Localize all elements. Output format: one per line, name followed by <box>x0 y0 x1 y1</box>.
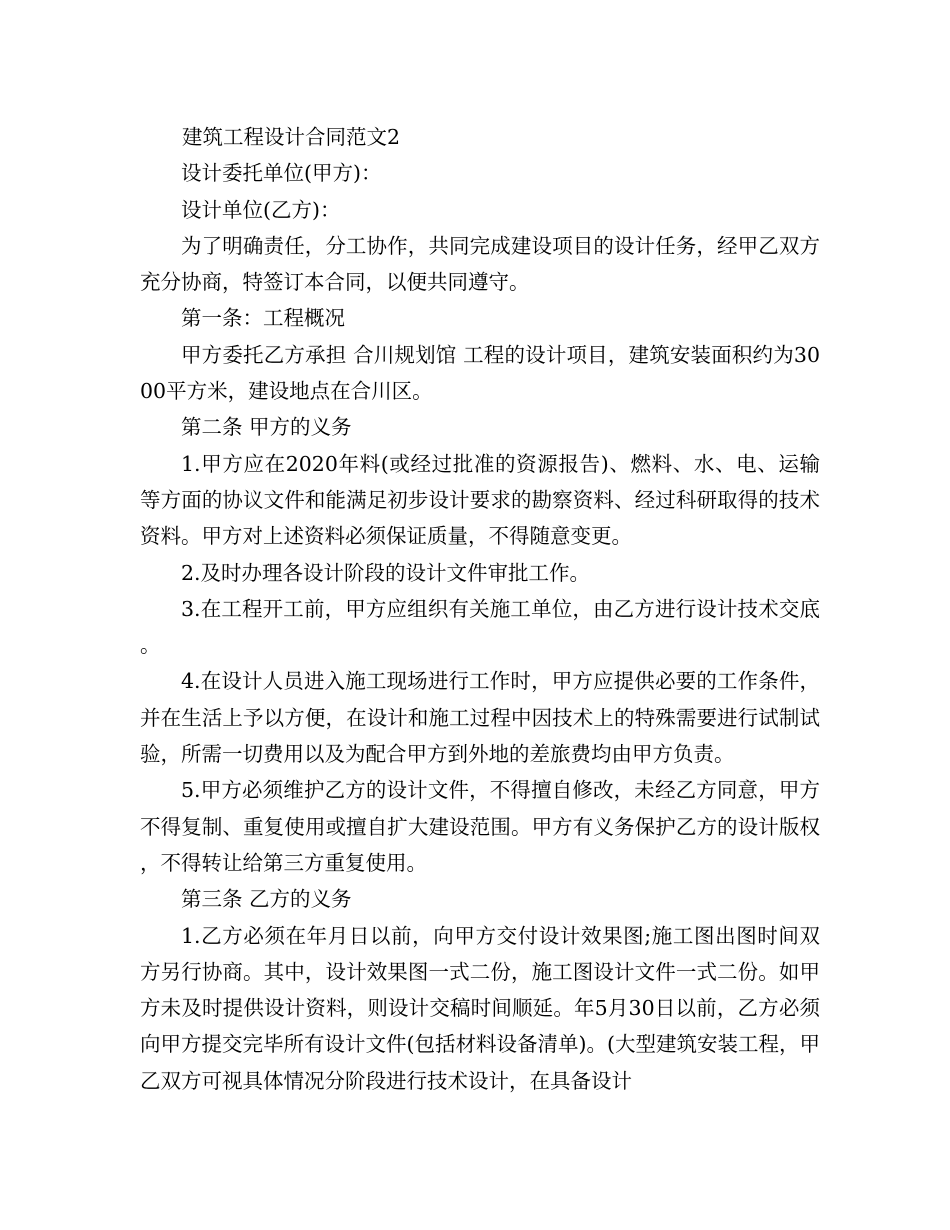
article-1-body: 甲方委托乙方承担 合川规划馆 工程的设计项目，建筑安装面积约为3000平方米，建设地点在合川区。 <box>140 342 820 404</box>
article-2-item-2: 2.及时办理各设计阶段的设计文件审批工作。 <box>181 560 591 585</box>
article-2-item-3: 3.在工程开工前，甲方应组织有关施工单位，由乙方进行设计技术交底。 <box>140 596 820 658</box>
article-3-heading: 第三条 乙方的义务 <box>181 887 352 912</box>
article-2-item-4: 4.在设计人员进入施工现场进行工作时，甲方应提供必要的工作条件，并在生活上予以方便，在设计和施工过程中因技术上的特殊需要进行试制试验，所需一切费用以及为配合甲方到外地的差旅费均由甲方负责。 <box>140 669 820 767</box>
document-title: 建筑工程设计合同范文2 <box>182 125 401 149</box>
intro-paragraph: 为了明确责任，分工协作，共同完成建设项目的设计任务，经甲乙双方充分协商，特签订本合同，以便共同遵守。 <box>140 233 820 295</box>
client-party-line: 设计委托单位(甲方)： <box>181 161 382 186</box>
article-2-item-5: 5.甲方必须维护乙方的设计文件，不得擅自修改，未经乙方同意，甲方不得复制、重复使用或擅自扩大建设范围。甲方有义务保护乙方的设计版权，不得转让给第三方重复使用。 <box>140 778 820 875</box>
article-3-item-1: 1.乙方必须在年月日以前，向甲方交付设计效果图;施工图出图时间双方另行协商。其中，设计效果图一式二份，施工图设计文件一式二份。如甲方未及时提供设计资料，则设计交稿时间顺延。年5月30日以前，乙方必须向甲方提交完毕所有设计文件(包括材料设备清单)。(大型建筑安装工程，甲乙双方可视具体情况分阶段进行技术设计，在具备设计 <box>140 923 820 1093</box>
article-2-heading: 第二条 甲方的义务 <box>181 415 352 440</box>
article-2-item-1: 1.甲方应在2020年料(或经过批准的资源报告)、燃料、水、电、运输等方面的协议文件和能满足初步设计要求的勘察资料、经过科研取得的技术资料。甲方对上述资料必须保证质量，不得随意变更。 <box>140 451 820 549</box>
designer-party-line: 设计单位(乙方)： <box>181 197 341 222</box>
document-body <box>140 119 820 1099</box>
article-1-heading: 第一条：工程概况 <box>181 306 345 331</box>
